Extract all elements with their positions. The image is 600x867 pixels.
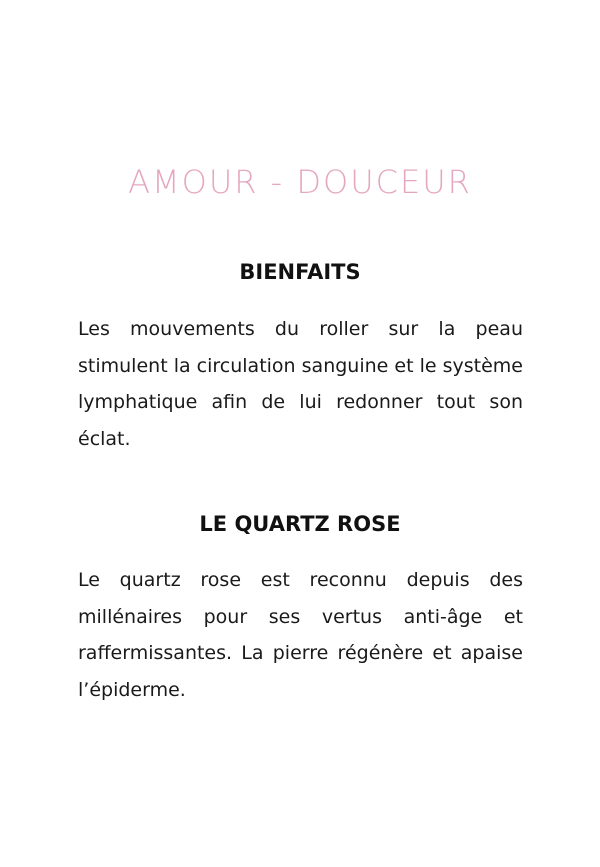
section-heading-quartz-rose: LE QUARTZ ROSE [199, 512, 401, 536]
section-body-bienfaits: Les mouvements du roller sur la peau stimulent la circulation sanguine et le système lymphatique afin de lui redonner tout son éclat. [78, 318, 523, 450]
section-body-quartz-rose: Le quartz rose est reconnu depuis des millénaires pour ses vertus anti-âge et raffermissantes. La pierre régénère et apaise l’épiderme. [78, 569, 523, 701]
page-title: AMOUR - DOUCEUR [128, 163, 472, 201]
section-heading-bienfaits: BIENFAITS [239, 260, 361, 284]
